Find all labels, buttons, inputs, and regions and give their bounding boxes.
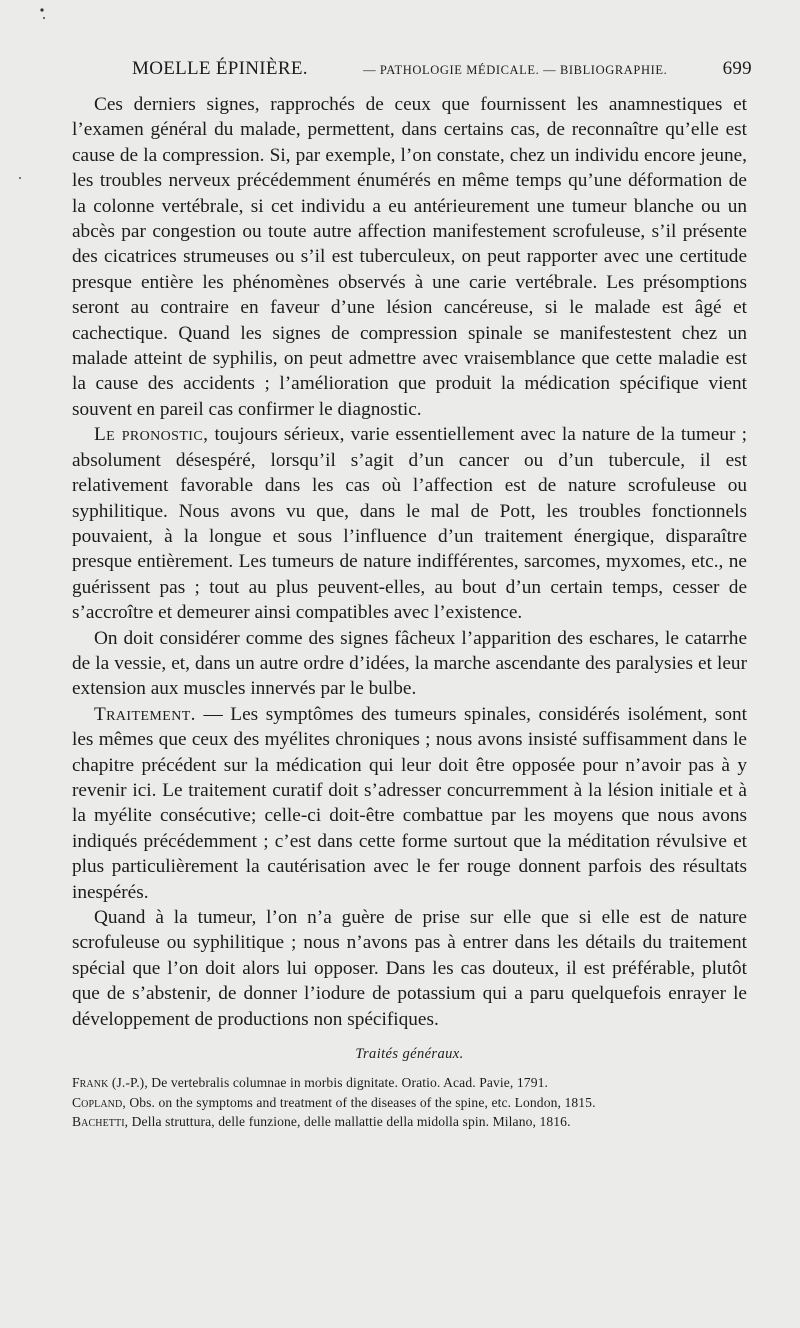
bibliography-author: Bachetti, (72, 1114, 129, 1130)
bibliography-title: De vertebralis columnae in morbis dignitate. Oratio. Acad. Pavie, 1791. (147, 1075, 548, 1091)
paragraph-prognosis (72, 422, 747, 625)
bibliography-entry (72, 1073, 747, 1093)
header-section: PATHOLOGIE MÉDICALE. (379, 63, 540, 77)
page-number: 699 (722, 58, 752, 79)
paragraph-bad-signs: On doit considérer comme des signes fâcheux l’apparition des eschares, le catarrhe de la vessie, et, dans un autre ordre d’idées, la marche ascendante des paralysies et leur extension aux muscles innervés par le bulbe. (72, 627, 747, 700)
header-dash: — (543, 63, 557, 77)
treatment-heading: Traitement. (94, 703, 196, 725)
treatment-text: — Les symptômes des tumeurs spinales, considérés isolément, sont les mêmes que ceux des myélites chroniques ; nous avons insisté suffisamment dans le chapitre précédent sur la médication qui leur doit être opposée pour n’avoir pas à y revenir ici. Le traitement curatif doit s’adresser concurremment à la lésion initiale et à la myélite consécutive; celle-ci doit-être combattue par les moyens que nous avons indiqués précédemment ; c’est dans cette forme surtout que la méditation révulsive et plus particulièrement la cautérisation avec le fer rouge donnent parfois des résultats inespérés. (72, 703, 747, 903)
prognosis-text: toujours sérieux, varie essentiellement avec la nature de la tumeur ; absolument désespéré, lorsqu’il s’agit d’un cancer ou d’un tubercule, il est relativement favorable dans les cas où l’affection est de nature scrofuleuse ou syphilitique. Nous avons vu que, dans le mal de Pott, les troubles fonctionnels pouvaient, à la longue et sous l’influence d’un traitement énergique, disparaître presque entièrement. Les tumeurs de nature indifférentes, sarcomes, myxomes, etc., ne guérissent pas ; tout au plus peuvent-elles, au bout d’un certain temps, cesser de s’accroître et demeurer ainsi compatibles avec l’existence. (72, 424, 748, 624)
bibliography-list (72, 1073, 747, 1132)
bibliography-entry (72, 1093, 747, 1113)
bibliography-title: Obs. on the symptoms and treatment of the diseases of the spine, etc. London, 1815. (125, 1094, 596, 1110)
bibliography-title: Della struttura, delle funzione, delle mallattie della midolla spin. Milano, 1816. (128, 1114, 571, 1130)
header-subsection: BIBLIOGRAPHIE. (559, 63, 668, 77)
bibliography-author: Frank (J.-P.), (72, 1075, 148, 1091)
running-head (132, 58, 752, 86)
prognosis-heading: Le pronostic, (94, 424, 209, 446)
header-subject: MOELLE ÉPINIÈRE. (132, 58, 308, 79)
header-section-group (363, 63, 667, 78)
paragraph-tumor-treatment: Quand à la tumeur, l’on n’a guère de prise sur elle que si elle est de nature scrofuleuse ou syphilitique ; nous n’avons pas à entrer dans les détails du traitement spécial que l’on doit alors lui opposer. Dans les cas douteux, il est préférable, plutôt que de s’abstenir, de donner l’iodure de potassium qui a paru quelquefois enrayer le développement de productions non spécifiques. (72, 907, 747, 1030)
bibliography-author: Copland, (72, 1094, 126, 1110)
paragraph-diagnosis: Ces derniers signes, rapprochés de ceux que fournissent les anamnestiques et l’examen général du malade, permettent, dans certains cas, de reconnaître qu’elle est cause de la compression. Si, par exemple, l’on constate, chez un individu encore jeune, les troubles nerveux précédemment énumérés en même temps qu’une déformation de la colonne vertébrale, si cet individu a eu antérieurement une tumeur blanche ou un abcès par congestion ou toute autre affection manifestement scrofuleuse, s’il présente des cicatrices strumeuses ou s’il est tuberculeux, on peut rapporter avec une certitude presque entière les phénomènes observés à une carie vertébrale. Les présomptions seront au contraire en faveur d’une lésion cancéreuse, si le malade est âgé et cachectique. Quand les signes de compression spinale se manifestestent chez un malade atteint de syphilis, on peut admettre avec vraisemblance que cette maladie est la cause des accidents ; l’amélioration que produit la médication spécifique vient souvent en pareil cas confirmer le diagnostic. (72, 94, 747, 420)
bibliography-entry (72, 1112, 747, 1132)
header-dash: — (363, 63, 377, 77)
paragraph-treatment (72, 702, 747, 905)
bibliography-heading: Traités généraux. (355, 1046, 464, 1063)
body-text (72, 92, 747, 1132)
